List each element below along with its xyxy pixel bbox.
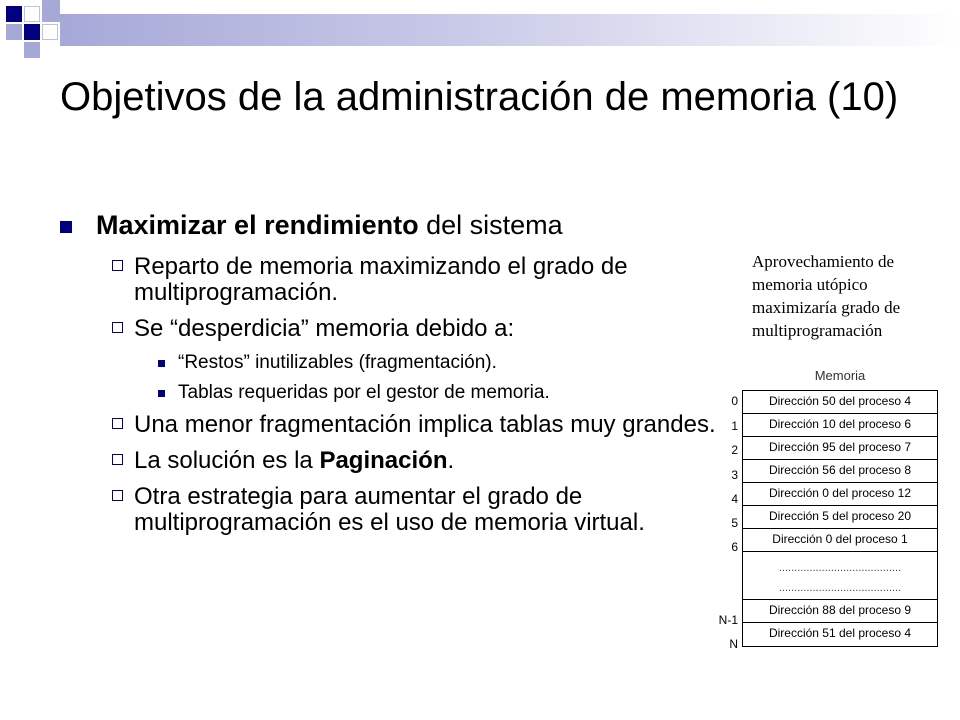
slide-body: [60, 210, 720, 546]
memory-index: 3: [731, 468, 738, 482]
memory-gap-dots: ........................................: [778, 562, 902, 574]
subbullet-text: Se “desperdicia” memoria debido a:: [134, 315, 515, 342]
subbullet-desperdicia: [60, 316, 720, 342]
subbullet-text: Reparto de memoria maximizando el grado de multiprogramación.: [134, 253, 628, 306]
bullet-bold-text: Maximizar el rendimiento: [96, 210, 419, 240]
memory-row: Dirección 10 del proceso 6: [743, 414, 937, 437]
memory-index: 4: [731, 492, 738, 506]
memory-index: N: [729, 637, 738, 651]
small-square-bullet-icon: [158, 360, 165, 367]
memory-index: 1: [731, 419, 738, 433]
decor-square: [24, 42, 40, 58]
memory-index: 0: [731, 394, 738, 408]
subsubbullet-text: Tablas requeridas por el gestor de memoria.: [178, 382, 550, 403]
bullet-maximize: [60, 210, 720, 240]
subbullet-text: Una menor fragmentación implica tablas muy grandes.: [134, 411, 716, 438]
memory-row: Dirección 88 del proceso 9: [743, 600, 937, 623]
hollow-square-bullet-icon: [112, 322, 123, 333]
subbullet-text: .: [447, 447, 455, 474]
decor-square: [6, 6, 22, 22]
subsubbullet-tablas: [60, 382, 720, 404]
bullet-text: del sistema: [418, 210, 563, 240]
memory-index: 6: [731, 540, 738, 554]
decor-square: [24, 24, 40, 40]
decor-square: [24, 6, 40, 22]
memory-gap-dots: ........................................: [778, 582, 902, 594]
square-bullet-icon: [60, 221, 72, 233]
hollow-square-bullet-icon: [112, 490, 123, 501]
hollow-square-bullet-icon: [112, 260, 123, 271]
memory-row: Dirección 56 del proceso 8: [743, 460, 937, 483]
decor-square: [42, 24, 58, 40]
hollow-square-bullet-icon: [112, 418, 123, 429]
subbullet-text: La solución es la: [134, 447, 320, 474]
memory-row: Dirección 50 del proceso 4: [743, 391, 937, 414]
subbullet-reparto: [60, 254, 720, 306]
subbullet-bold-text: Paginación: [319, 447, 448, 474]
subsubbullet-text: “Restos” inutilizables (fragmentación).: [178, 352, 497, 373]
subbullet-paginacion: [60, 448, 720, 474]
memory-row: Dirección 51 del proceso 4: [768, 626, 912, 640]
memory-index: 5: [731, 516, 738, 530]
memory-table: [742, 390, 938, 647]
figure-caption: Aprovechamiento de memoria utópico maximizaría grado de multiprogramación: [752, 252, 901, 340]
slide-title: Objetivos de la administración de memoria (10): [60, 75, 899, 119]
memory-row: Dirección 95 del proceso 7: [743, 437, 937, 460]
subsubbullet-restos: [60, 352, 720, 374]
small-square-bullet-icon: [158, 390, 165, 397]
memory-title: Memoria: [814, 368, 866, 383]
memory-gap: [743, 552, 937, 600]
memory-row: Dirección 5 del proceso 20: [743, 506, 937, 529]
decor-square: [42, 0, 60, 22]
memory-row: Dirección 0 del proceso 1: [743, 529, 937, 552]
decor-gradient-band: [60, 14, 960, 46]
decor-square: [6, 24, 22, 40]
hollow-square-bullet-icon: [112, 454, 123, 465]
memory-index: 2: [731, 443, 738, 457]
subbullet-memoria-virtual: [60, 484, 720, 536]
subbullet-fragmentacion: [60, 412, 720, 438]
subbullet-text: Otra estrategia para aumentar el grado de multiprogramación es el uso de memoria virtual.: [134, 483, 645, 536]
memory-index: N-1: [718, 613, 738, 627]
memory-row: Dirección 0 del proceso 12: [743, 483, 937, 506]
